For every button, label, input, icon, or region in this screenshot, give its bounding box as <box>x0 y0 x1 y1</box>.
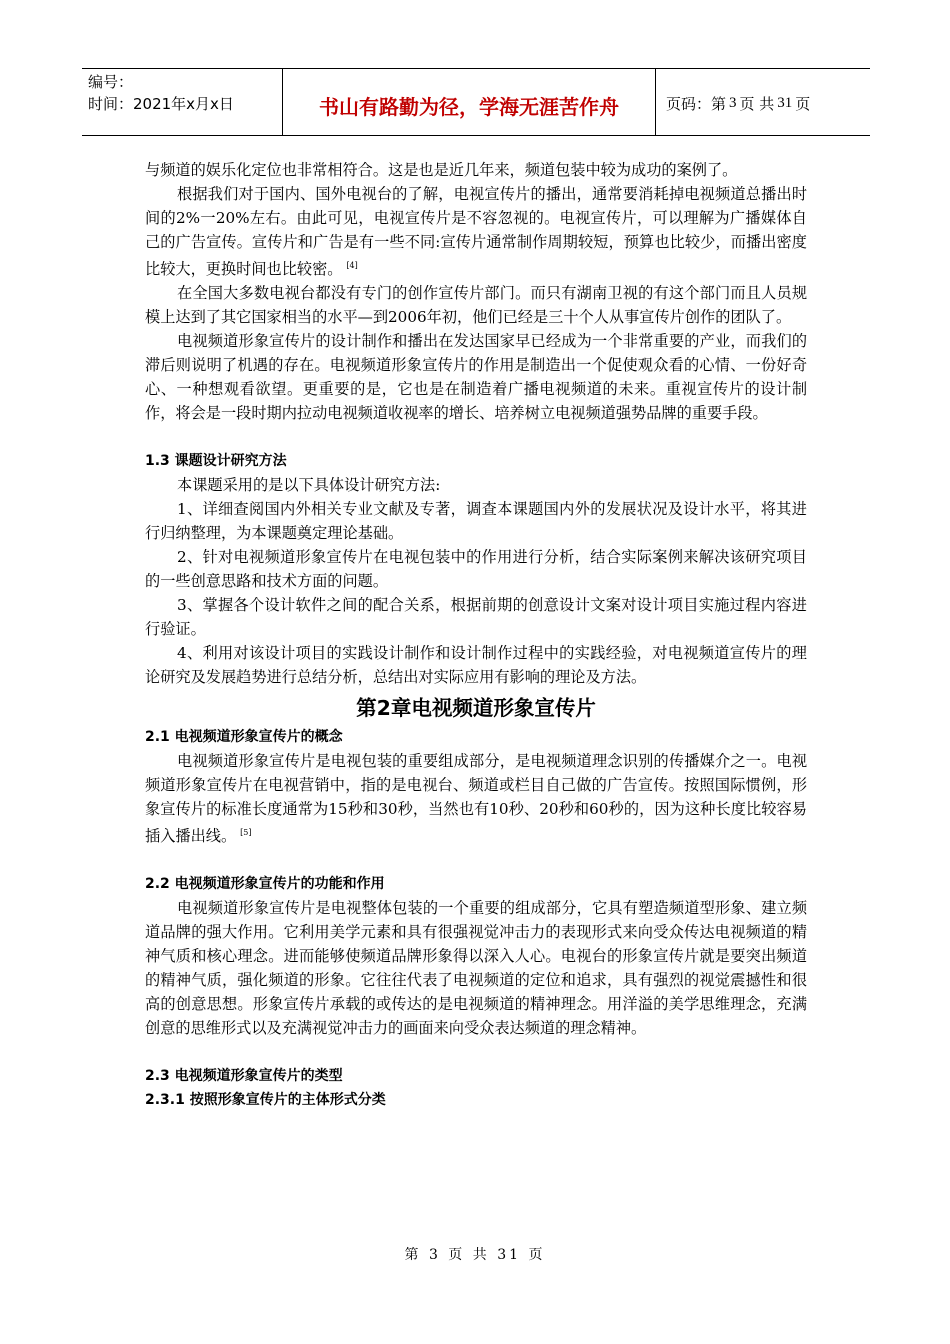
paragraph <box>145 749 807 848</box>
list-item: 1、详细查阅国内外相关专业文献及专著，调查本课题国内外的发展状况及设计水平，将其进行归纳整理，为本课题奠定理论基础。 <box>145 500 807 543</box>
page-header <box>82 68 870 136</box>
section-heading: 2.1 电视频道形象宣传片的概念 <box>145 729 343 746</box>
paragraph-text: 电视频道形象宣传片是电视包装的重要组成部分，是电视频道理念识别的传播媒介之一。电视频道形象宣传片在电视营销中，指的是电视台、频道或栏目自己做的广告宣传。按照国际惯例，形象宣传片的标准长度通常为15秒和30秒，当然也有10秒、20秒和60秒的，因为这种长度比较容易插入播出线。 <box>145 752 807 846</box>
page-footer: 第 3 页 共 31 页 <box>404 1247 546 1263</box>
header-meta <box>82 69 282 135</box>
header-motto: 书山有路勤为径，学海无涯苦作舟 <box>282 69 656 135</box>
paragraph: 本课题采用的是以下具体设计研究方法: <box>177 476 441 495</box>
list-item: 3、掌握各个设计软件之间的配合关系，根据前期的创意设计文案对设计项目实施过程内容进行验证。 <box>145 596 807 639</box>
page-current: 3 <box>729 94 737 111</box>
list-item: 4、利用对该设计项目的实践设计制作和设计制作过程中的实践经验，对电视频道宣传片的理论研究及发展趋势进行总结分析，总结出对实际应用有影响的理论及方法。 <box>145 644 807 687</box>
paragraph-text: 根据我们对于国内、国外电视台的了解，电视宣传片的播出，通常要消耗掉电视频道总播出时间的2%一20%左右。由此可见，电视宣传片是不容忽视的。电视宣传片，可以理解为广播媒体自己的广告宣传。宣传片和广告是有一些不同:宣传片通常制作周期较短，预算也比较少，而播出密度比较大，更换时间也比较密。 <box>145 185 807 279</box>
section-heading: 2.2 电视频道形象宣传片的功能和作用 <box>145 876 385 893</box>
header-page-info <box>656 69 870 135</box>
page-label: 页码：第 <box>666 94 727 113</box>
paragraph: 在全国大多数电视台都没有专门的创作宣传片部门。而只有湖南卫视的有这个部门而且人员规模上达到了其它国家相当的水平—到2006年初，他们已经是三十个人从事宣传片创作的团队了。 <box>145 284 807 327</box>
paragraph: 电视频道形象宣传片是电视整体包装的一个重要的组成部分，它具有塑造频道型形象、建立频道品牌的强大作用。它利用美学元素和具有很强视觉冲击力的表现形式来向受众传达电视频道的精神气质和核心理念。进而能够使频道品牌形象得以深入人心。电视台的形象宣传片就是要突出频道的精神气质，强化频道的形象。它往往代表了电视频道的定位和追求，具有强烈的视觉震撼性和很高的创意思想。形象宣传片承载的或传达的是电视频道的精神理念。用洋溢的美学思维理念，充满创意的思维形式以及充满视觉冲击力的画面来向受众表达频道的理念精神。 <box>145 899 807 1038</box>
paragraph: 电视频道形象宣传片的设计制作和播出在发达国家早已经成为一个非常重要的产业，而我们的滞后则说明了机遇的存在。电视频道形象宣传片的作用是制造出一个促使观众看的心情、一份好奇心、一种想观看欲望。更重要的是，它也是在制造着广播电视频道的未来。重视宣传片的设计制作，将会是一段时期内拉动电视频道收视率的增长、培养树立电视频道强势品牌的重要手段。 <box>145 332 807 423</box>
citation-marker: [5] <box>240 828 252 838</box>
subsection-heading: 2.3.1 按照形象宣传片的主体形式分类 <box>145 1092 386 1109</box>
citation-marker: [4] <box>346 261 358 270</box>
doc-number-label: 编号： <box>88 73 134 91</box>
doc-time-label: 时间：2021年x月x日 <box>88 95 234 113</box>
page-end: 页 <box>795 94 811 113</box>
page-mid: 页 共 <box>739 94 775 113</box>
paragraph: 与频道的娱乐化定位也非常相符合。这是也是近几年来，频道包装中较为成功的案例了。 <box>145 161 738 179</box>
page-total: 31 <box>777 94 793 111</box>
chapter-title: 第2章电视频道形象宣传片 <box>356 696 596 721</box>
section-heading: 1.3 课题设计研究方法 <box>145 453 287 470</box>
list-item: 2、针对电视频道形象宣传片在电视包装中的作用进行分析，结合实际案例来解决该研究项目的一些创意思路和技术方面的问题。 <box>145 548 807 591</box>
document-body <box>145 158 807 1112</box>
paragraph <box>145 182 807 281</box>
section-heading: 2.3 电视频道形象宣传片的类型 <box>145 1068 343 1085</box>
